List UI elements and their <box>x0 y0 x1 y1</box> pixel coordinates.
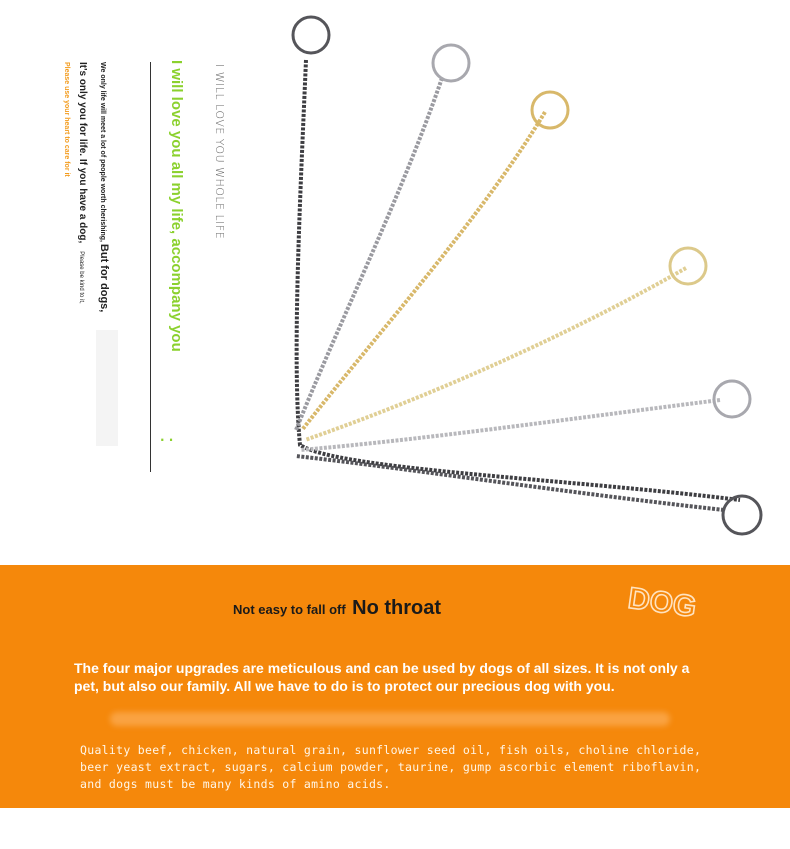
ring-6 <box>723 496 761 534</box>
vertical-black-text <box>71 62 114 312</box>
black-line2: It's only you for life. If you have a dog, <box>77 62 88 244</box>
upgrade-paragraph: The four major upgrades are meticulous and can be used by dogs of all sizes. It is not only a pet, but also our family. All we have to do is to protect our precious dog with you. <box>74 660 690 694</box>
ring-3 <box>532 92 568 128</box>
vertical-green-slogan: I will love you all my life, accompany you <box>168 60 185 352</box>
vertical-divider <box>150 62 151 472</box>
paragraph-glow <box>110 712 670 726</box>
dog-badge-text: DOG <box>626 581 699 624</box>
ring-1 <box>293 17 329 53</box>
green-dots: . . <box>160 430 174 444</box>
subtitle-small: Not easy to fall off <box>233 602 346 617</box>
chain-gold-3 <box>302 112 545 430</box>
ring-2 <box>433 45 469 81</box>
black-line2-small: Please be kind to it, <box>78 251 84 304</box>
dog-badge-icon <box>624 580 724 628</box>
vertical-orange-text: Please use your heart to care for it <box>63 62 70 177</box>
vertical-title: I WILL LOVE YOU WHOLE LIFE <box>213 64 226 240</box>
chain-dark-1 <box>297 60 740 500</box>
chain-dark-6 <box>296 456 724 510</box>
black-line1-small: We only life will meet a lot of people worth cherishing, <box>99 62 106 242</box>
ring-4 <box>670 248 706 284</box>
ingredients-text: Quality beef, chicken, natural grain, sunflower seed oil, fish oils, choline chloride, beer yeast extract, sugars, calcium powder, taurine, gump ascorbic element riboflavin, and dogs must be many kinds of amino acids. <box>80 743 702 791</box>
subtitle-big: No throat <box>352 597 442 619</box>
chain-silver-5 <box>300 400 720 450</box>
subtitle <box>233 597 441 620</box>
black-line1-big: But for dogs, <box>98 243 110 313</box>
grey-tab <box>96 330 118 446</box>
chain-silver-2 <box>296 78 442 430</box>
